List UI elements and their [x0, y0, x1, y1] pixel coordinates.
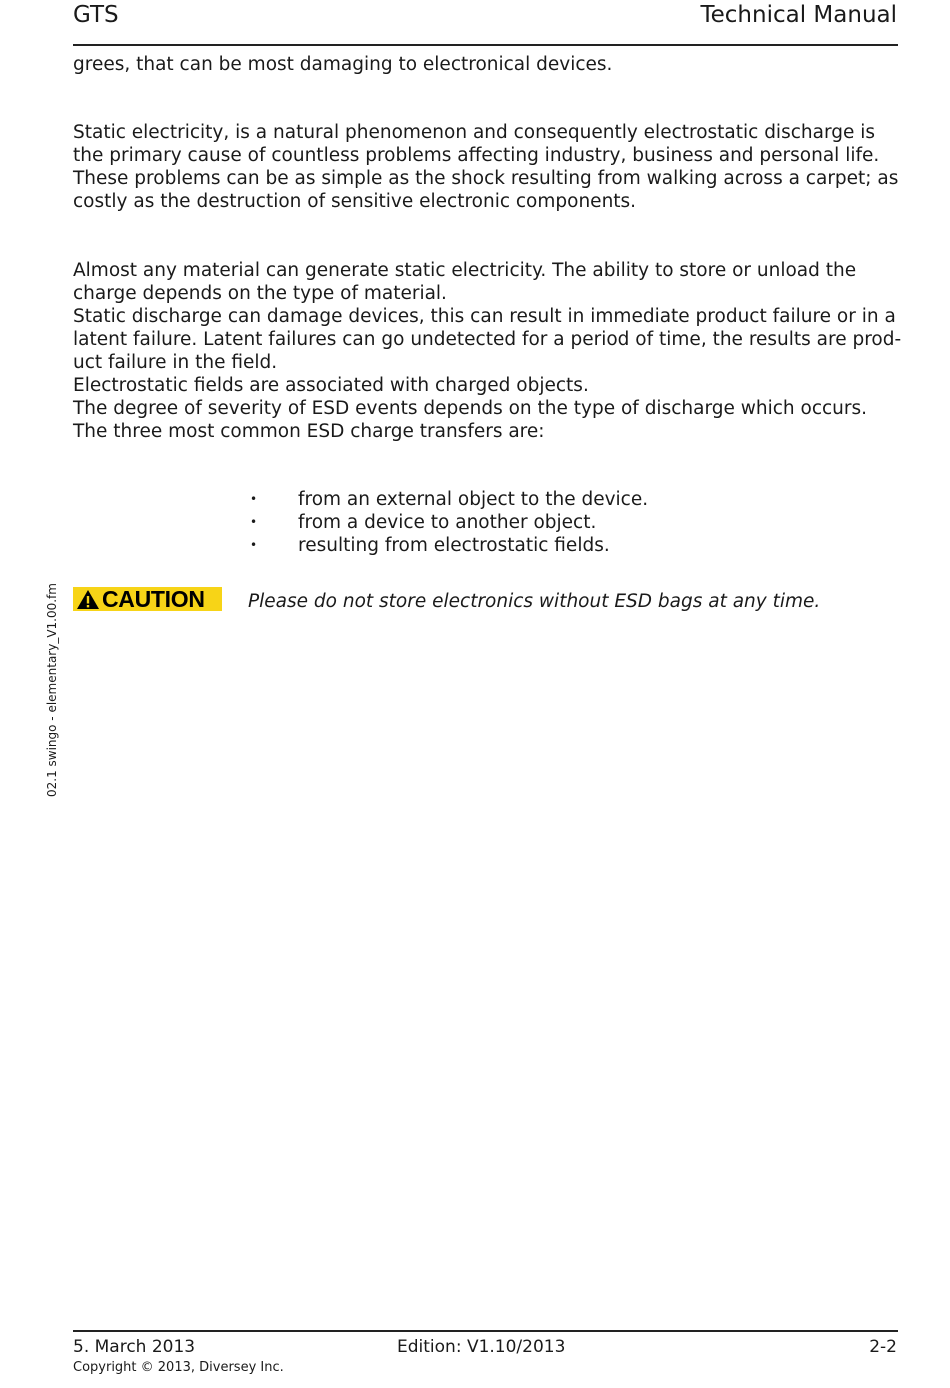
header-title-right: Technical Manual	[700, 2, 897, 28]
list-item	[250, 488, 648, 511]
paragraph-3: Almost any material can generate static electricity. The ability to store or unload the charge depends on the type of material.	[73, 260, 857, 304]
list-item	[250, 534, 648, 557]
warning-triangle-icon	[76, 589, 100, 610]
caution-badge	[73, 587, 222, 611]
paragraph-2-block	[73, 121, 903, 213]
footer-page-number: 2-2	[869, 1337, 897, 1357]
footer-edition: Edition: V1.10/2013	[397, 1337, 566, 1357]
bullet-icon: •	[250, 538, 258, 552]
footer-rule	[73, 1330, 898, 1332]
list-item-text: resulting from electrostatic fields.	[298, 535, 610, 556]
paragraph-6: The degree of severity of ESD events depends on the type of discharge which occurs. The three most common ESD charge transfers are:	[73, 398, 868, 442]
paragraph-4: Static discharge can damage devices, this can result in immediate product failure or in a latent failure. Latent failures can go undetected for a period of time, the results are prod-uct failure in the field.	[73, 306, 902, 373]
paragraph-group	[73, 259, 903, 443]
footer-date: 5. March 2013	[73, 1337, 196, 1357]
caution-label: CAUTION	[102, 585, 205, 612]
list-item-text: from an external object to the device.	[298, 489, 649, 510]
footer-copyright: Copyright © 2013, Diversey Inc.	[73, 1360, 284, 1375]
header-title-left: GTS	[73, 2, 119, 28]
side-file-label: 02.1 swingo - elementary_V1.00.fm	[45, 583, 59, 797]
paragraph-5: Electrostatic fields are associated with charged objects.	[73, 375, 589, 396]
caution-message: Please do not store electronics without ESD bags at any time.	[248, 591, 821, 612]
charge-transfer-list	[250, 488, 648, 557]
list-item	[250, 511, 648, 534]
paragraph-1-block	[73, 53, 903, 76]
list-item-text: from a device to another object.	[298, 512, 597, 533]
bullet-icon: •	[250, 515, 258, 529]
paragraph-2: Static electricity, is a natural phenomenon and consequently electrostatic discharge is the primary cause of countless problems affecting industry, business and personal life. These problems can be as simple as the shock resulting from walking across a carpet; as costly as the destruction of sensitive electronic components.	[73, 122, 899, 212]
header-rule	[73, 44, 898, 46]
paragraph-1: grees, that can be most damaging to electronical devices.	[73, 54, 613, 75]
bullet-icon: •	[250, 492, 258, 506]
